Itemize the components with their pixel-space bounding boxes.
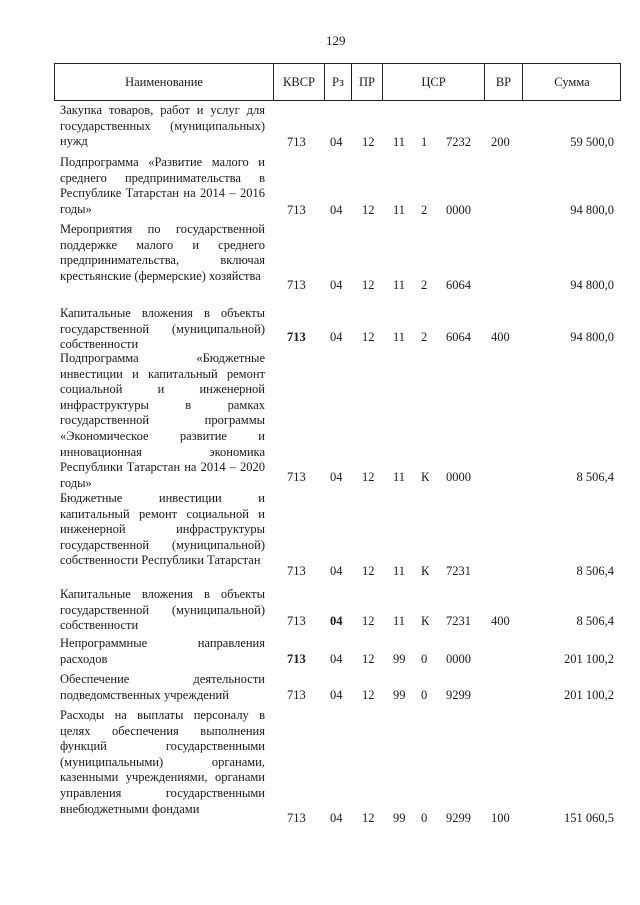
row-name: Расходы на выплаты персоналу в целях обеспечения выполнения функций государственными (муниципальными) органами, казенными учреждениями, органами управления государственными внебюджетными фондами (60, 708, 265, 816)
row-rz: 04 (330, 564, 343, 578)
row-pr: 12 (362, 278, 375, 292)
table-row (0, 672, 640, 703)
row-rz: 04 (330, 470, 343, 484)
col-name-header: Наименование (125, 74, 203, 89)
row-csr-2: 0 (421, 688, 428, 702)
table-row (0, 636, 640, 667)
col-csr-header: ЦСР (421, 74, 446, 89)
row-name: Мероприятия по государственной поддержке малого и среднего предпринимательства, включая крестьянские (фермерские) хозяйства (60, 222, 265, 283)
row-csr-3: 0000 (446, 652, 471, 666)
row-csr-1: 11 (393, 135, 406, 149)
table-row (0, 103, 640, 150)
row-kvsr: 713 (287, 135, 306, 149)
table-row (0, 222, 640, 293)
row-name: Закупка товаров, работ и услуг для государственных (муниципальных) нужд (60, 103, 265, 149)
row-csr-3: 6064 (446, 278, 471, 292)
row-kvsr: 713 (287, 652, 306, 666)
row-csr-2: 1 (421, 135, 428, 149)
row-csr-2: К (421, 470, 430, 484)
row-csr-3: 0000 (446, 470, 471, 484)
row-rz: 04 (330, 203, 343, 217)
row-csr-2: 0 (421, 811, 428, 825)
table-row (0, 155, 640, 218)
row-csr-3: 7231 (446, 614, 471, 628)
row-kvsr: 713 (287, 564, 306, 578)
row-vr: 100 (491, 811, 510, 825)
row-name: Подпрограмма «Бюджетные инвестиции и капитальный ремонт социальной и инженерной инфраструктуры в рамках государственной программы «Экономическое развитие и инновационная экономика Республики Татарстан на 2014 – 2020 годы» (60, 351, 265, 490)
col-vr-header: ВР (495, 74, 512, 89)
row-vr: 200 (491, 135, 510, 149)
row-kvsr: 713 (287, 614, 306, 628)
col-sum-header: Сумма (554, 74, 590, 89)
row-pr: 12 (362, 614, 375, 628)
row-sum: 8 506,4 (576, 470, 614, 484)
col-kvsr-header: КВСР (283, 74, 315, 89)
row-csr-3: 6064 (446, 330, 471, 344)
row-sum: 8 506,4 (576, 564, 614, 578)
row-csr-1: 11 (393, 330, 406, 344)
row-sum: 94 800,0 (570, 278, 614, 292)
row-pr: 12 (362, 811, 375, 825)
row-kvsr: 713 (287, 470, 306, 484)
row-csr-1: 99 (393, 652, 406, 666)
row-pr: 12 (362, 135, 375, 149)
row-csr-1: 11 (393, 470, 406, 484)
table-header (54, 63, 621, 101)
row-csr-3: 9299 (446, 688, 471, 702)
row-pr: 12 (362, 330, 375, 344)
row-kvsr: 713 (287, 203, 306, 217)
page-number: 129 (326, 33, 346, 48)
row-vr: 400 (491, 614, 510, 628)
row-csr-3: 7232 (446, 135, 471, 149)
row-rz: 04 (330, 330, 343, 344)
row-csr-2: 2 (421, 330, 428, 344)
row-name: Капитальные вложения в объекты государственной (муниципальной) собственности (60, 306, 265, 352)
row-rz: 04 (330, 614, 343, 628)
table-row (0, 351, 640, 490)
row-csr-1: 99 (393, 811, 406, 825)
row-rz: 04 (330, 278, 343, 292)
row-rz: 04 (330, 688, 343, 702)
row-name: Бюджетные инвестиции и капитальный ремонт социальной и инженерной инфраструктуры государственной (муниципальной) собственности Республики Татарстан (60, 491, 265, 568)
row-pr: 12 (362, 564, 375, 578)
row-csr-3: 9299 (446, 811, 471, 825)
row-sum: 94 800,0 (570, 330, 614, 344)
row-csr-1: 11 (393, 564, 406, 578)
row-pr: 12 (362, 688, 375, 702)
col-pr-header: ПР (359, 74, 375, 89)
row-csr-2: 0 (421, 652, 428, 666)
row-csr-1: 11 (393, 614, 406, 628)
row-sum: 94 800,0 (570, 203, 614, 217)
row-pr: 12 (362, 652, 375, 666)
row-csr-3: 0000 (446, 203, 471, 217)
row-sum: 151 060,5 (564, 811, 614, 825)
row-rz: 04 (330, 135, 343, 149)
row-sum: 201 100,2 (564, 652, 614, 666)
row-sum: 8 506,4 (576, 614, 614, 628)
row-sum: 59 500,0 (570, 135, 614, 149)
row-csr-1: 99 (393, 688, 406, 702)
table-row (0, 587, 640, 633)
table-row (0, 306, 640, 352)
row-kvsr: 713 (287, 688, 306, 702)
table-row (0, 491, 640, 579)
row-name: Непрограммные направления расходов (60, 636, 265, 666)
col-rz-header: Рз (332, 74, 344, 89)
row-kvsr: 713 (287, 278, 306, 292)
row-rz: 04 (330, 652, 343, 666)
row-csr-2: 2 (421, 278, 428, 292)
row-kvsr: 713 (287, 811, 306, 825)
row-csr-2: К (421, 614, 430, 628)
row-vr: 400 (491, 330, 510, 344)
row-csr-1: 11 (393, 278, 406, 292)
row-rz: 04 (330, 811, 343, 825)
row-csr-2: 2 (421, 203, 428, 217)
row-name: Капитальные вложения в объекты государственной (муниципальной) собственности (60, 587, 265, 633)
row-sum: 201 100,2 (564, 688, 614, 702)
table-row (0, 708, 640, 826)
row-pr: 12 (362, 203, 375, 217)
row-name: Обеспечение деятельности подведомственных учреждений (60, 672, 265, 702)
row-pr: 12 (362, 470, 375, 484)
row-kvsr: 713 (287, 330, 306, 344)
row-csr-3: 7231 (446, 564, 471, 578)
row-csr-1: 11 (393, 203, 406, 217)
row-csr-2: К (421, 564, 430, 578)
row-name: Подпрограмма «Развитие малого и среднего предпринимательства в Республике Татарстан на 2014 – 2016 годы» (60, 155, 265, 216)
